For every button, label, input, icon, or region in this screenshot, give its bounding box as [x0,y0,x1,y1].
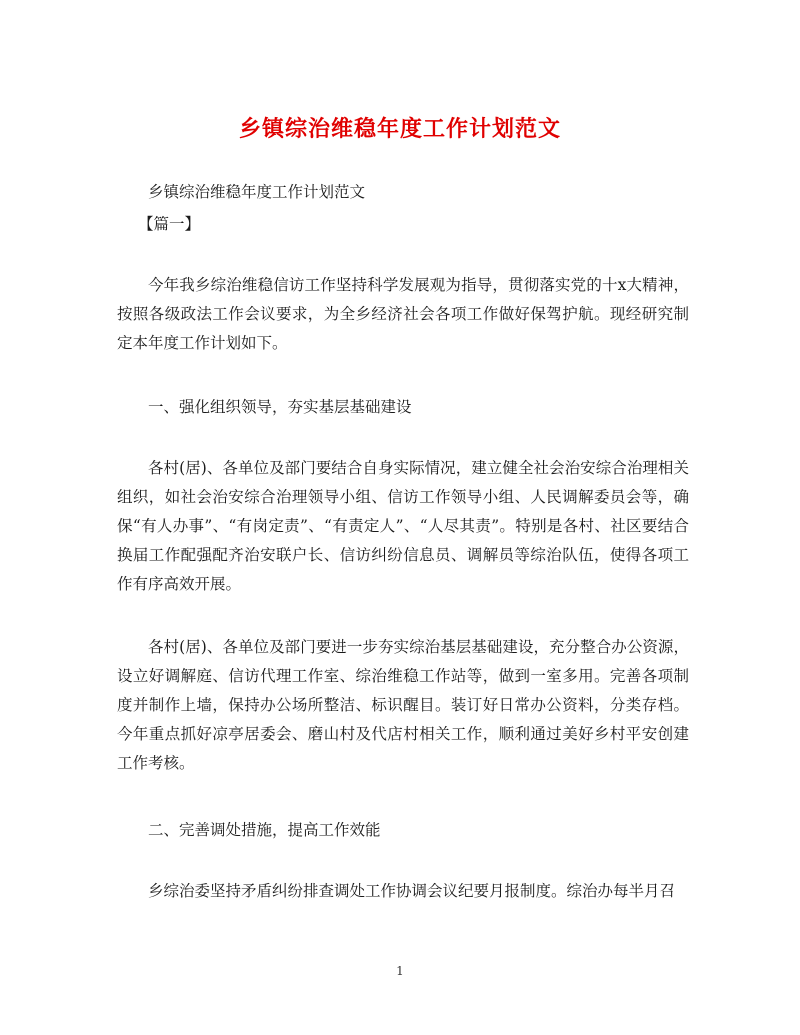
paragraph-3: 乡综治委坚持矛盾纠纷排查调处工作协调会议纪要月报制度。综治办每半月召 [148,882,676,900]
intro-paragraph: 今年我乡综治维稳信访工作坚持科学发展观为指导，贯彻落实党的十x大精神，按照各级政法工作会议要求，为全乡经济社会各项工作做好保驾护航。现经研究制定本年度工作计划如下。 [117,276,689,352]
page-number: 1 [396,964,404,978]
paragraph-1: 各村(居)、各单位及部门要结合自身实际情况，建立健全社会治安综合治理相关组织，如社会治安综合治理领导小组、信访工作领导小组、人民调解委员会等，确保“有人办事”、“有岗定责”、“有责定人”、“人尽其责”。特别是各村、社区要结合换届工作配强配齐治安联户长、信访纠纷信息员、调解员等综治队伍，使得各项工作有序高效开展。 [117,459,689,593]
document-subtitle: 乡镇综治维稳年度工作计划范文 [148,183,366,201]
section-label: 【篇一】 [138,215,201,233]
paragraph-2: 各村(居)、各单位及部门要进一步夯实综治基层基础建设，充分整合办公资源，设立好调解庭、信访代理工作室、综治维稳工作站等，做到一室多用。完善各项制度并制作上墙，保持办公场所整洁、标识醒目。装订好日常办公资料，分类存档。今年重点抓好凉亭居委会、磨山村及代店村相关工作，顺利通过美好乡村平安创建工作考核。 [117,638,689,772]
document-title: 乡镇综治维稳年度工作计划范文 [238,117,561,142]
section-heading-2: 二、完善调处措施，提高工作效能 [148,821,381,839]
section-heading-1: 一、强化组织领导，夯实基层基础建设 [148,398,412,416]
